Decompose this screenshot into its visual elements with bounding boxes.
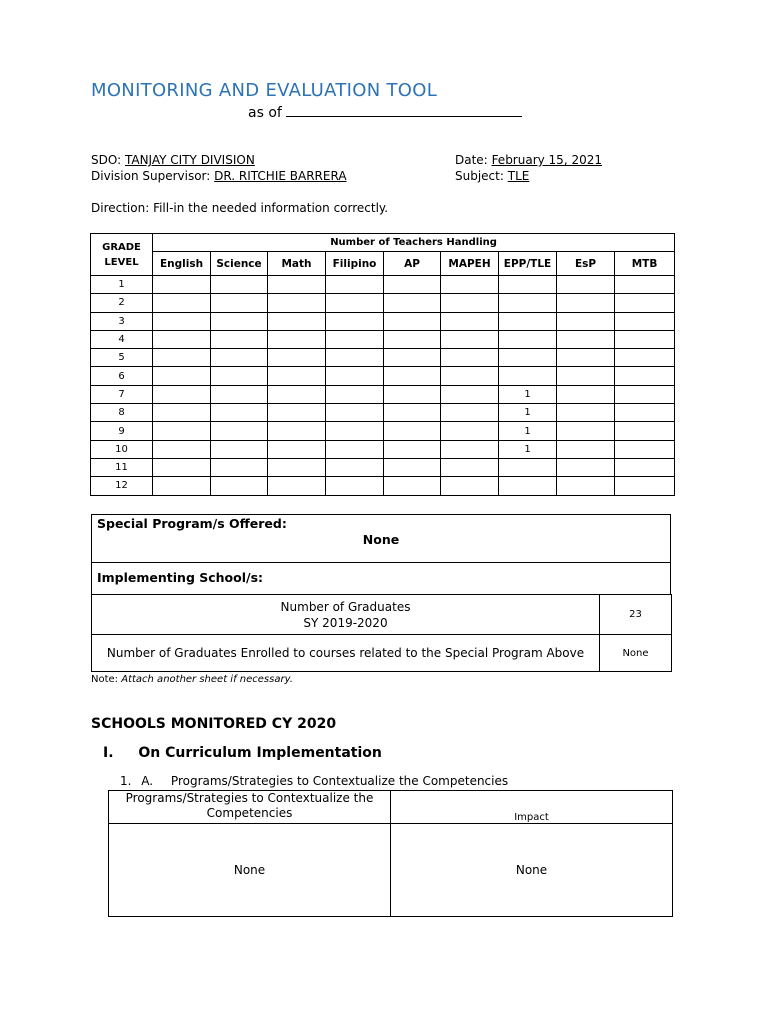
grade-level-cell: 2 [91,294,153,312]
special-program-label: Special Program/s Offered: [97,516,287,531]
subject-label: Subject: [455,169,504,183]
teacher-count-cell [384,330,441,348]
teacher-count-cell [268,349,326,367]
implementing-school-label: Implementing School/s: [97,570,264,585]
teacher-count-cell [441,404,499,422]
teacher-count-cell [326,385,384,403]
grade-level-cell: 5 [91,349,153,367]
section-one-title: On Curriculum Implementation [138,745,382,761]
teacher-count-cell [557,276,615,294]
teacher-count-cell [441,477,499,495]
teacher-count-cell [211,349,268,367]
note-label: Note: [91,674,119,685]
subject-header: Science [211,252,268,276]
table-row [91,440,675,458]
teacher-count-cell [615,330,675,348]
teacher-count-cell [557,349,615,367]
teacher-count-cell [557,294,615,312]
table-row [91,458,675,476]
as-of-label: as of [248,105,282,121]
subject-header: Math [268,252,326,276]
subject-value: TLE [507,169,530,183]
teacher-count-cell [441,440,499,458]
teacher-count-cell [557,440,615,458]
table-row [91,312,675,330]
teacher-count-cell [615,367,675,385]
teacher-count-cell [384,404,441,422]
teacher-count-cell [441,385,499,403]
teacher-count-cell [153,422,211,440]
grade-level-cell: 7 [91,385,153,403]
teacher-count-cell [615,440,675,458]
teacher-count-cell [268,330,326,348]
date-label: Date: [455,153,488,167]
teacher-count-cell [615,294,675,312]
subject-header: English [153,252,211,276]
teacher-count-cell [268,312,326,330]
teacher-count-cell [268,294,326,312]
table-row [91,404,675,422]
teacher-count-cell [211,477,268,495]
grade-level-cell: 1 [91,276,153,294]
teachers-table [90,233,675,496]
teacher-count-cell [211,367,268,385]
teacher-count-cell [499,276,557,294]
sdo-line [91,153,255,167]
teacher-count-cell [384,385,441,403]
teacher-count-cell [268,458,326,476]
supervisor-line [91,169,347,183]
teacher-count-cell [326,458,384,476]
item-one [120,774,508,788]
teacher-count-cell [441,422,499,440]
teacher-count-cell [211,385,268,403]
programs-value: None [109,824,391,917]
teacher-count-cell [268,276,326,294]
teacher-count-cell [211,422,268,440]
teacher-count-cell [615,349,675,367]
grade-level-cell: 12 [91,477,153,495]
teacher-count-cell [326,477,384,495]
teacher-count-cell [615,422,675,440]
teacher-count-cell [615,477,675,495]
table-row [91,349,675,367]
programs-table [108,790,673,917]
teacher-count-cell [499,312,557,330]
note-text: Attach another sheet if necessary. [121,674,293,685]
teacher-count-cell [153,276,211,294]
grade-level-cell: 4 [91,330,153,348]
item-one-text: Programs/Strategies to Contextualize the Competencies [170,774,509,788]
teacher-count-cell [326,349,384,367]
teacher-count-cell [557,385,615,403]
teacher-count-cell [557,330,615,348]
teacher-count-cell [326,404,384,422]
teacher-count-cell [384,349,441,367]
table-row [91,367,675,385]
teacher-count-cell [211,458,268,476]
teacher-count-cell [441,349,499,367]
teacher-count-cell [384,477,441,495]
teacher-count-cell [326,367,384,385]
teacher-count-cell [153,349,211,367]
date-value: February 15, 2021 [491,153,602,167]
as-of-line [248,104,522,121]
item-one-number: 1. [120,774,132,788]
graduates-value: 23 [600,595,672,635]
teacher-count-cell [441,276,499,294]
teacher-count-cell [615,458,675,476]
grade-level-cell: 9 [91,422,153,440]
impact-value: None [391,824,673,917]
teacher-count-cell [211,440,268,458]
graduates-label: Number of Graduates SY 2019-2020 [92,595,600,635]
teacher-count-cell [615,312,675,330]
teacher-count-cell [384,312,441,330]
table-row [91,276,675,294]
teacher-count-cell [326,294,384,312]
teacher-count-cell [384,440,441,458]
note [91,674,293,685]
subject-header: EPP/TLE [499,252,557,276]
teacher-count-cell [268,440,326,458]
sdo-value: TANJAY CITY DIVISION [124,153,255,167]
teacher-count-cell [211,330,268,348]
enrolled-label: Number of Graduates Enrolled to courses related to the Special Program Above [92,635,600,672]
teacher-count-cell [557,312,615,330]
sdo-label: SDO: [91,153,122,167]
subject-header: EsP [557,252,615,276]
teacher-count-cell [268,367,326,385]
special-program-value: None [362,532,400,547]
grade-level-header: GRADE LEVEL [91,234,153,276]
teacher-count-cell [499,458,557,476]
impact-header: Impact [391,791,673,824]
teacher-count-cell [441,367,499,385]
teacher-count-cell [211,294,268,312]
teacher-count-cell [211,276,268,294]
teacher-count-cell [153,404,211,422]
grade-level-cell: 10 [91,440,153,458]
teacher-count-cell [153,440,211,458]
document-title: MONITORING AND EVALUATION TOOL [91,80,438,101]
teacher-count-cell [557,367,615,385]
teacher-count-cell [268,477,326,495]
teacher-count-cell [441,294,499,312]
teacher-count-cell [153,367,211,385]
teacher-count-cell [326,330,384,348]
teachers-group-header: Number of Teachers Handling [153,234,675,252]
teacher-count-cell [268,422,326,440]
teacher-count-cell [499,349,557,367]
enrolled-value: None [600,635,672,672]
supervisor-value: DR. RITCHIE BARRERA [214,169,347,183]
teacher-count-cell: 1 [499,385,557,403]
teacher-count-cell [326,440,384,458]
teacher-count-cell [153,385,211,403]
teacher-count-cell [384,367,441,385]
subject-header: Filipino [326,252,384,276]
teacher-count-cell [557,458,615,476]
teacher-count-cell: 1 [499,404,557,422]
teacher-count-cell [499,330,557,348]
teacher-count-cell [557,422,615,440]
implementing-school-box [91,562,671,595]
teacher-count-cell [153,477,211,495]
as-of-blank [286,104,522,117]
teacher-count-cell [557,477,615,495]
teacher-count-cell [384,422,441,440]
teacher-count-cell [211,312,268,330]
subject-line [455,169,529,183]
teacher-count-cell [441,312,499,330]
teacher-count-cell [557,404,615,422]
teacher-count-cell [384,294,441,312]
subject-header: AP [384,252,441,276]
teacher-count-cell: 1 [499,422,557,440]
teacher-count-cell [615,276,675,294]
teacher-count-cell [326,276,384,294]
date-line [455,153,602,167]
section-one-numeral: I. [103,745,114,761]
table-row [91,294,675,312]
teacher-count-cell [499,367,557,385]
teacher-count-cell [441,458,499,476]
grade-level-cell: 11 [91,458,153,476]
special-program-box [91,514,671,563]
teacher-count-cell [268,385,326,403]
grade-level-cell: 8 [91,404,153,422]
subject-header: MTB [615,252,675,276]
direction-text: Direction: Fill-in the needed information correctly. [91,201,389,215]
teacher-count-cell [499,294,557,312]
teacher-count-cell [268,404,326,422]
programs-header: Programs/Strategies to Contextualize the Competencies [109,791,391,824]
table-row [91,330,675,348]
grade-level-cell: 3 [91,312,153,330]
item-one-letter: A. [141,774,154,788]
teacher-count-cell [153,458,211,476]
teacher-count-cell [211,404,268,422]
graduates-table [91,594,672,672]
teacher-count-cell [499,477,557,495]
section-one-heading [103,745,382,761]
section-title: SCHOOLS MONITORED CY 2020 [91,716,337,732]
teacher-count-cell [615,404,675,422]
teacher-count-cell [326,312,384,330]
teacher-count-cell [384,276,441,294]
grade-level-cell: 6 [91,367,153,385]
teacher-count-cell [153,294,211,312]
subject-header: MAPEH [441,252,499,276]
teacher-count-cell [384,458,441,476]
teacher-count-cell [441,330,499,348]
table-row [91,385,675,403]
table-row [91,477,675,495]
teacher-count-cell [153,312,211,330]
teacher-count-cell [615,385,675,403]
teacher-count-cell [153,330,211,348]
table-row [91,422,675,440]
teacher-count-cell [326,422,384,440]
supervisor-label: Division Supervisor: [91,169,211,183]
teacher-count-cell: 1 [499,440,557,458]
